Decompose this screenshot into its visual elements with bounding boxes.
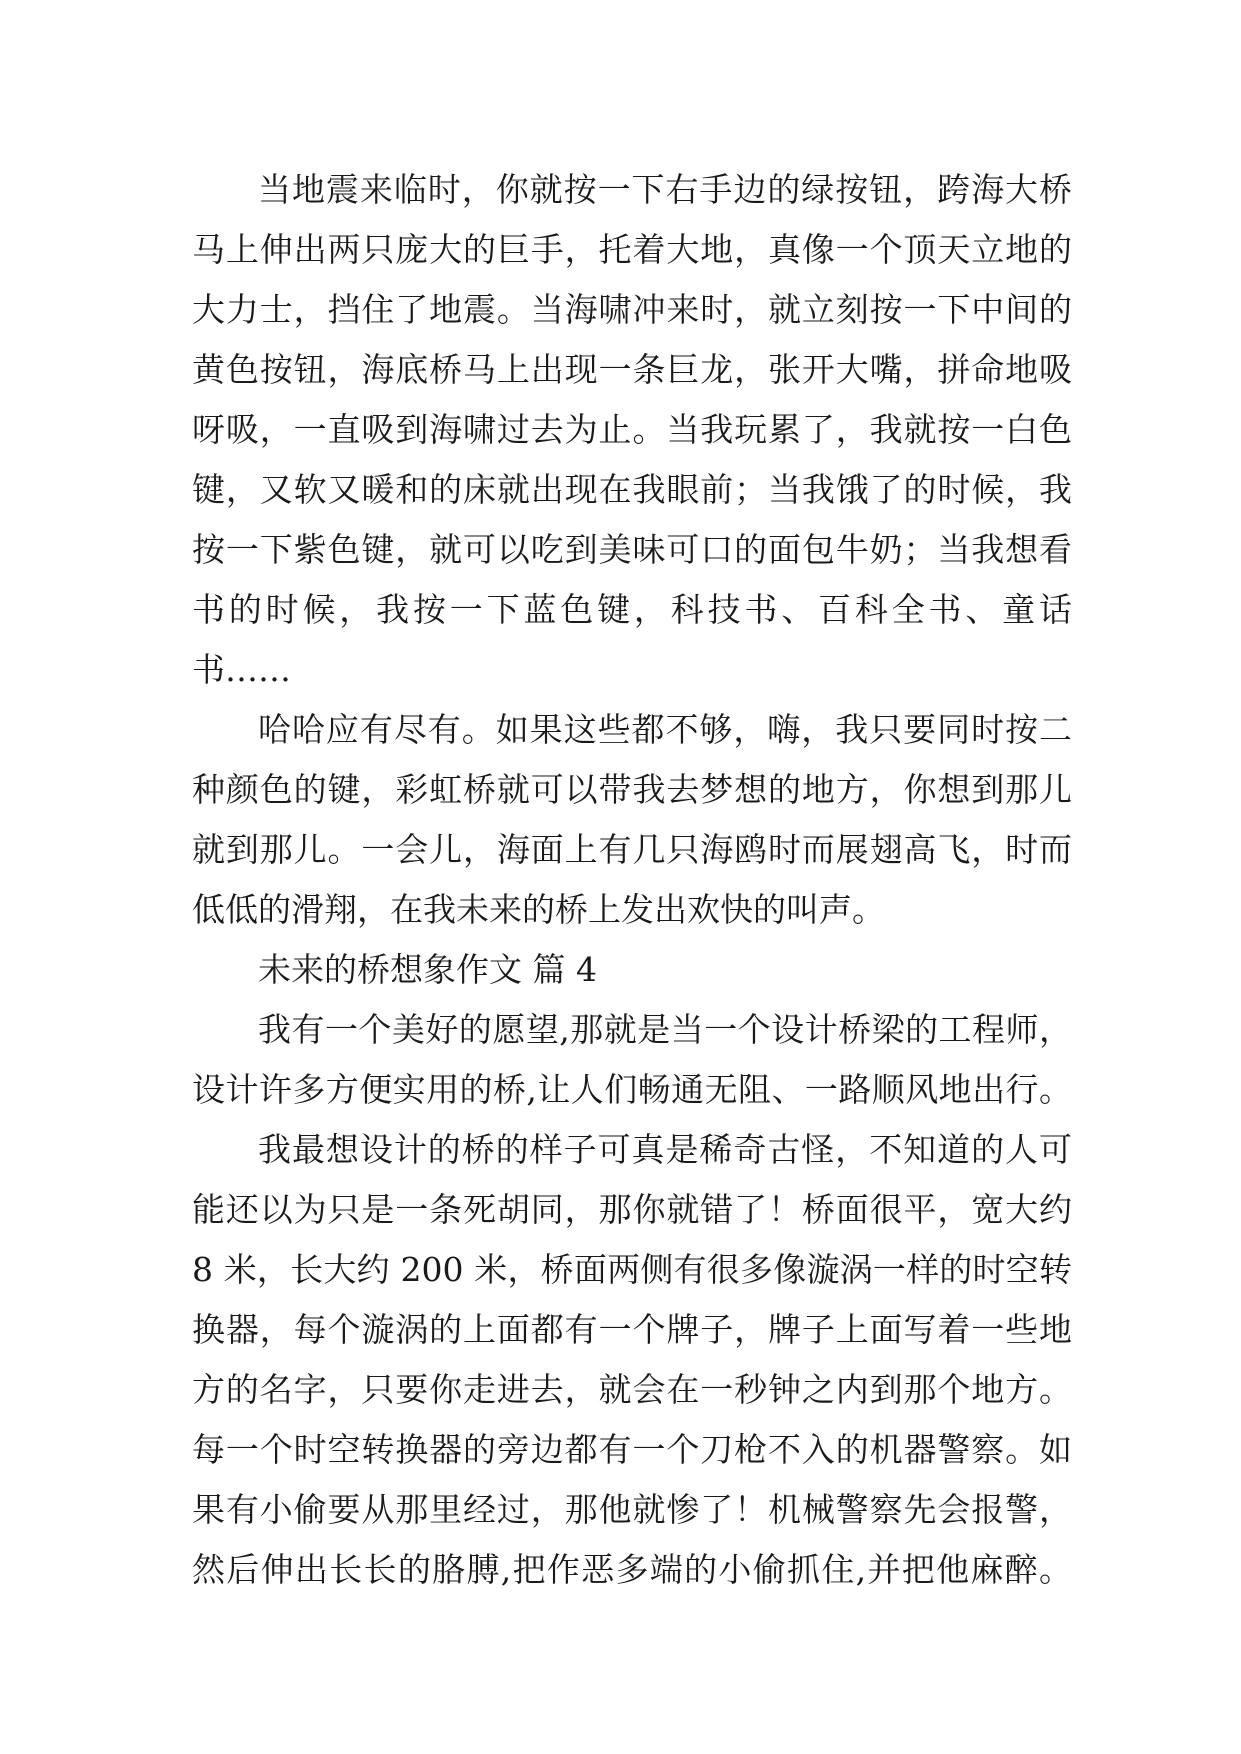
text-line: 能还以为只是一条死胡同，那你就错了！桥面很平，宽大约	[192, 1190, 1072, 1229]
text-line: 当地震来临时，你就按一下右手边的绿按钮，跨海大桥	[258, 170, 1072, 209]
text-line: 书的时候，我按一下蓝色键，科技书、百科全书、童话	[192, 590, 1072, 629]
text-line: 书……	[192, 650, 291, 689]
text-line: 呀吸，一直吸到海啸过去为止。当我玩累了，我就按一白色	[192, 410, 1072, 449]
text-line: 未来的桥想象作文 篇 4	[258, 950, 597, 989]
text-line: 种颜色的键，彩虹桥就可以带我去梦想的地方，你想到那儿	[192, 770, 1072, 809]
text-line: 然后伸出长长的胳膊,把作恶多端的小偷抓住,并把他麻醉。	[192, 1550, 1072, 1589]
text-line: 低低的滑翔，在我未来的桥上发出欢快的叫声。	[192, 890, 885, 929]
text-line: 按一下紫色键，就可以吃到美味可口的面包牛奶；当我想看	[192, 530, 1072, 569]
text-line: 我有一个美好的愿望,那就是当一个设计桥梁的工程师，	[258, 1010, 1072, 1049]
text-line: 设计许多方便实用的桥,让人们畅通无阻、一路顺风地出行。	[192, 1070, 1072, 1109]
text-line: 黄色按钮，海底桥马上出现一条巨龙，张开大嘴，拼命地吸	[192, 350, 1072, 389]
text-line: 哈哈应有尽有。如果这些都不够，嗨，我只要同时按二	[258, 710, 1072, 749]
text-line: 大力士，挡住了地震。当海啸冲来时，就立刻按一下中间的	[192, 290, 1072, 329]
text-line: 果有小偷要从那里经过，那他就惨了！机械警察先会报警，	[192, 1490, 1072, 1529]
text-line: 我最想设计的桥的样子可真是稀奇古怪，不知道的人可	[258, 1130, 1072, 1169]
text-line: 键，又软又暖和的床就出现在我眼前；当我饿了的时候，我	[192, 470, 1072, 509]
text-line: 8 米，长大约 200 米，桥面两侧有很多像漩涡一样的时空转	[192, 1250, 1072, 1289]
text-line: 马上伸出两只庞大的巨手，托着大地，真像一个顶天立地的	[192, 230, 1072, 269]
text-line: 就到那儿。一会儿，海面上有几只海鸥时而展翅高飞，时而	[192, 830, 1072, 869]
document-body	[192, 160, 1072, 1600]
text-line: 每一个时空转换器的旁边都有一个刀枪不入的机器警察。如	[192, 1430, 1072, 1469]
text-line: 换器，每个漩涡的上面都有一个牌子，牌子上面写着一些地	[192, 1310, 1072, 1349]
text-line: 方的名字，只要你走进去，就会在一秒钟之内到那个地方。	[192, 1370, 1072, 1409]
